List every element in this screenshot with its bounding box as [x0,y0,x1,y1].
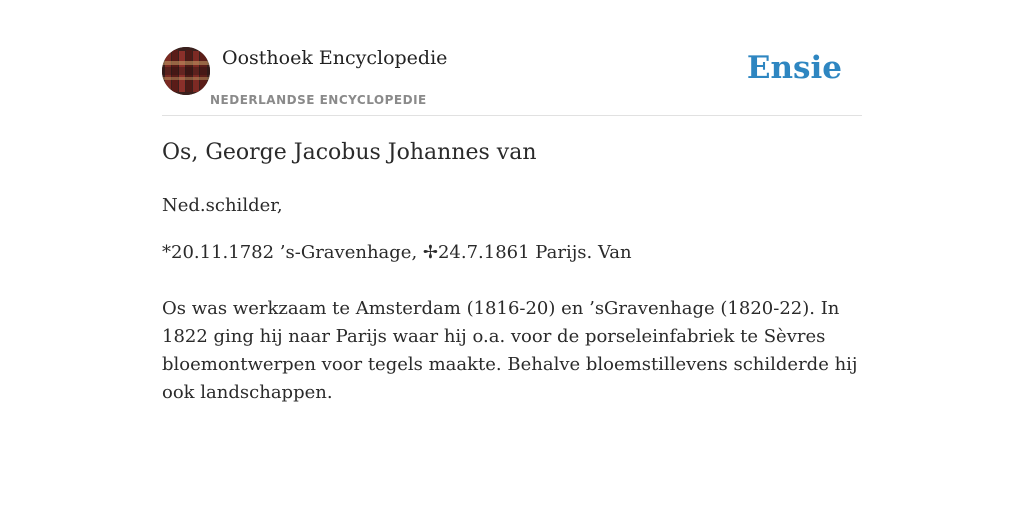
article-paragraph: Ned.schilder, [162,195,283,216]
encyclopedia-books-icon[interactable] [162,47,210,95]
site-title[interactable]: Oosthoek Encyclopedie [222,47,448,69]
article-paragraph: Os was werkzaam te Amsterdam (1816-20) en ’sGravenhage (1820-22). In 1822 ging hij naar Parijs waar hij o.a. voor de porseleinfabriek te Sèvres bloemontwerpen voor tegels maakte. Behalve bloemstillevens schilderde hij ook landschappen. [162,298,858,403]
site-subtitle: NEDERLANDSE ENCYCLOPEDIE [210,93,427,107]
site-header [162,46,862,116]
article-paragraph: *20.11.1782 ’s-Gravenhage, ✢24.7.1861 Parijs. Van [162,242,632,263]
ensie-logo-link[interactable]: Ensie [746,50,842,86]
article-title: Os, George Jacobus Johannes van [162,140,537,165]
